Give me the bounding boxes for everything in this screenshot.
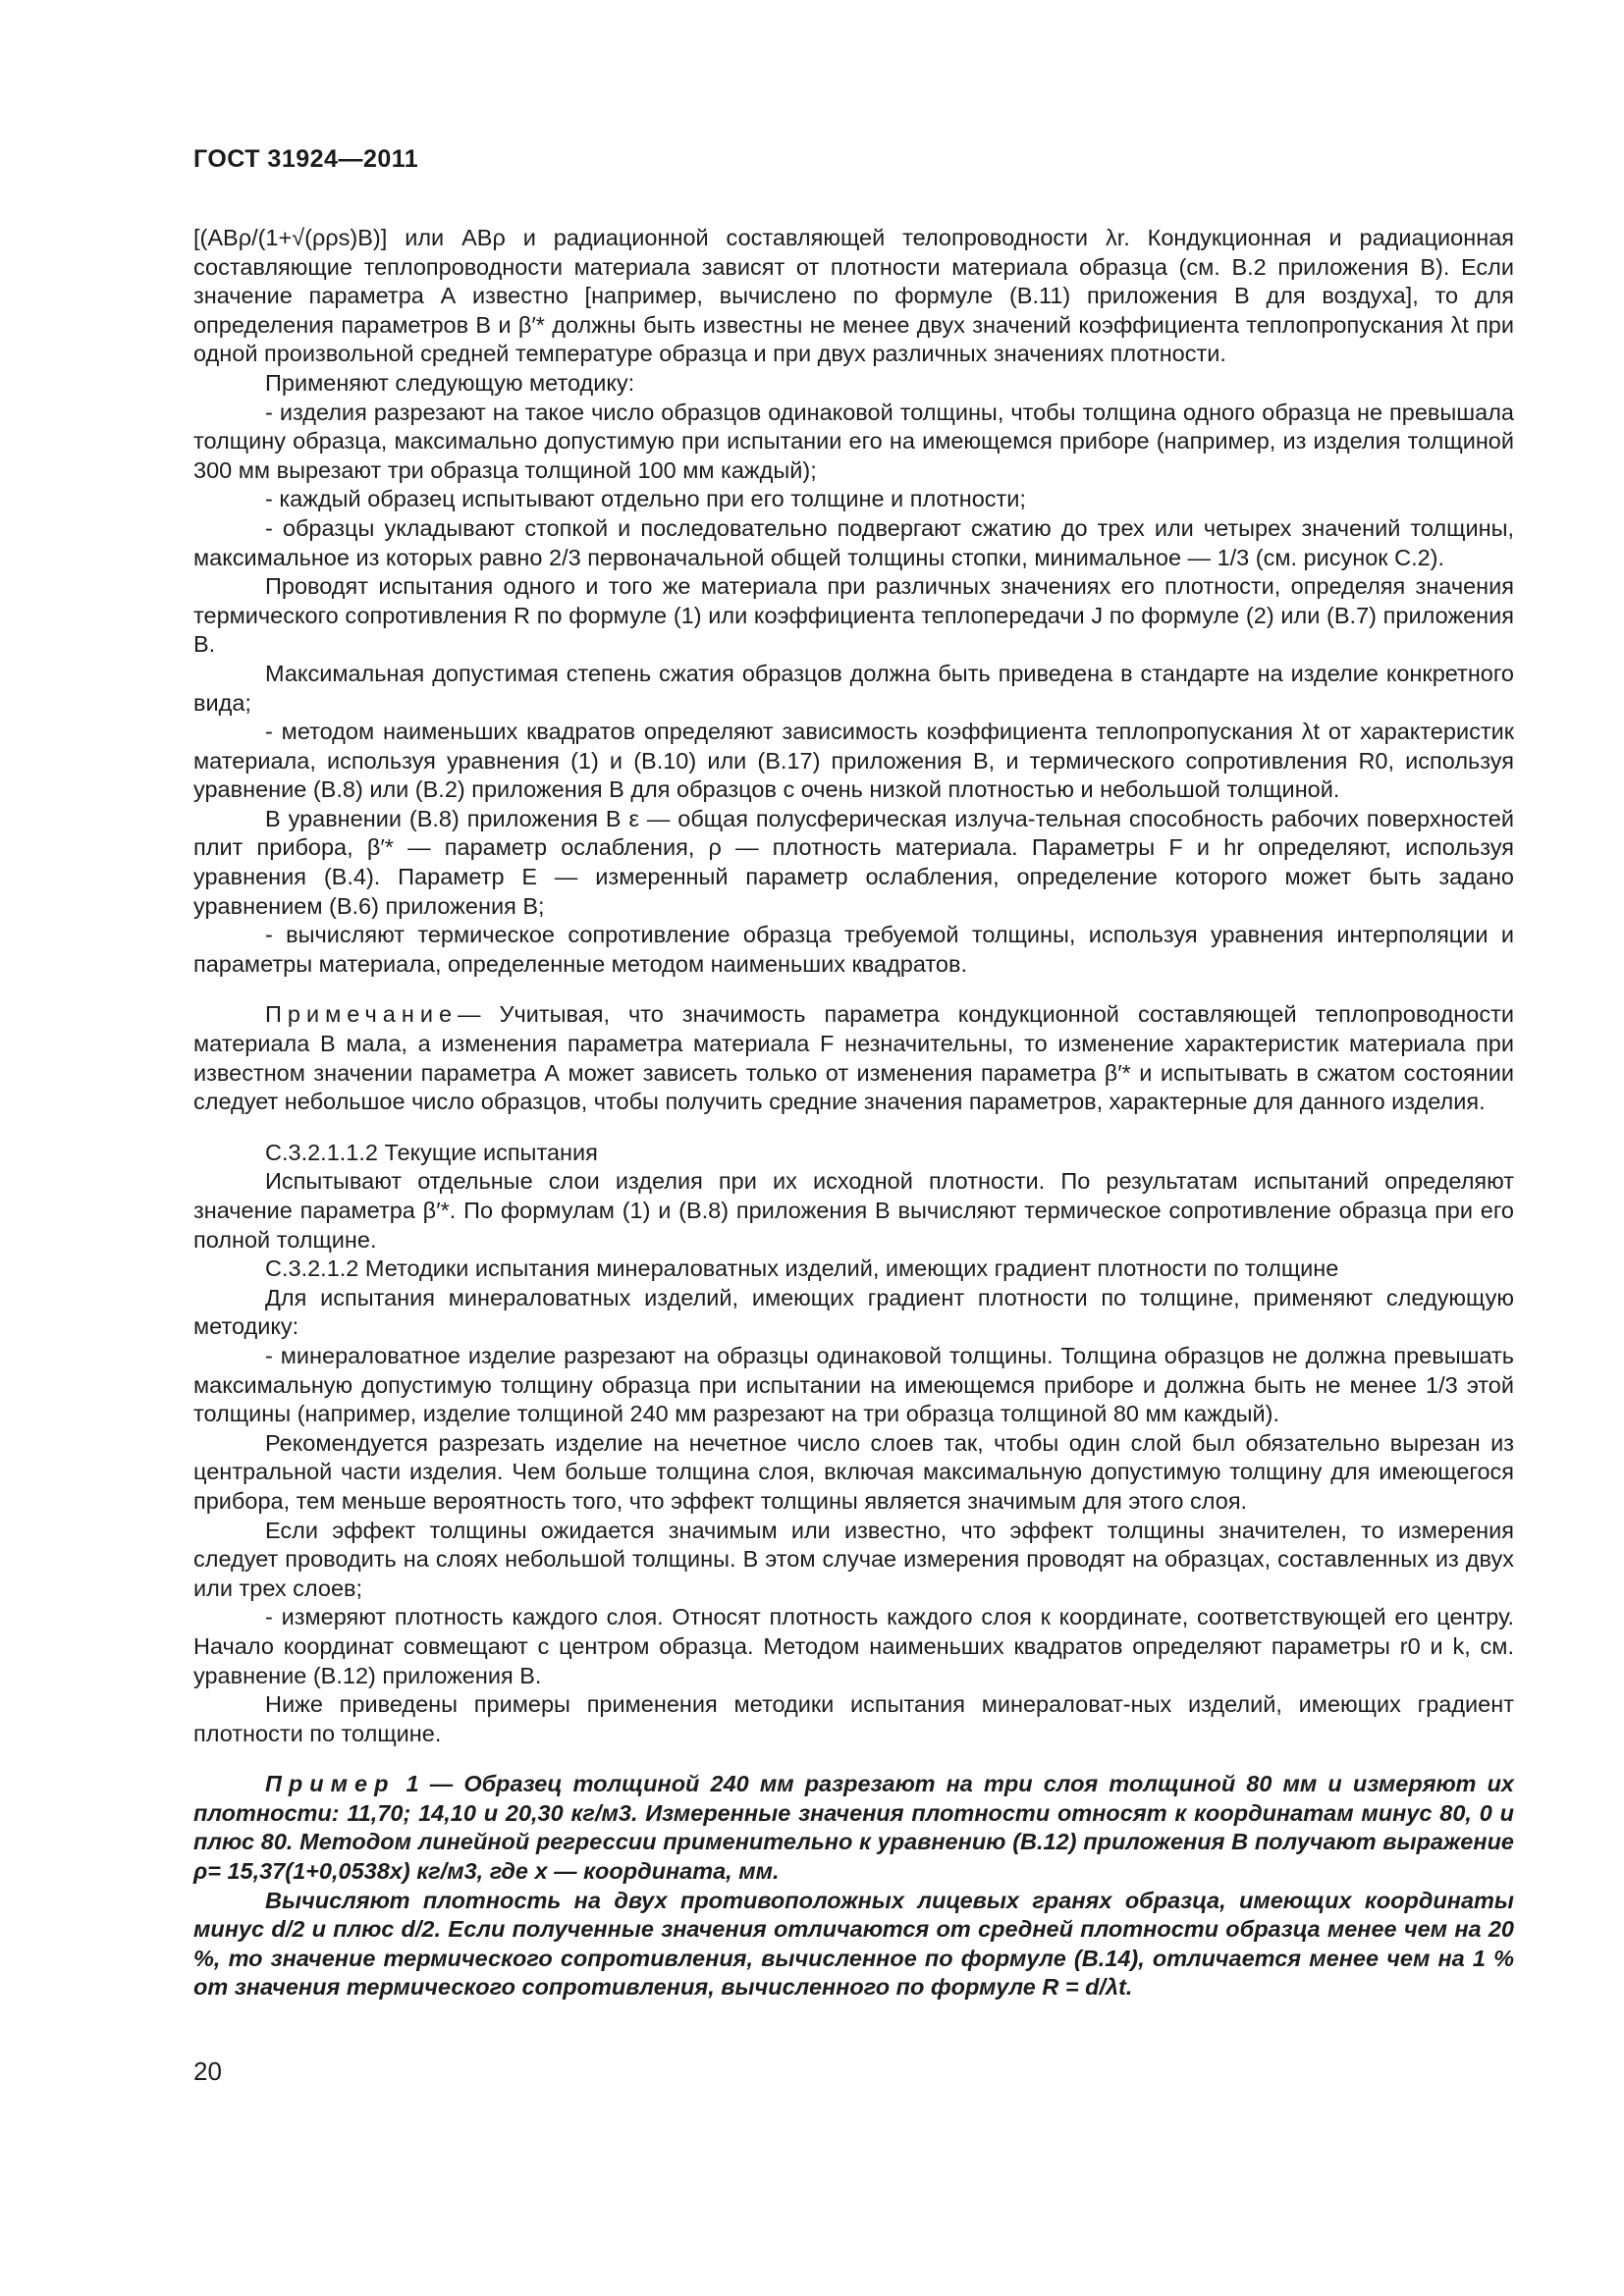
example bbox=[193, 1770, 1514, 1886]
paragraph: Максимальная допустимая степень сжатия образцов должна быть приведена в стандарте на изделие конкретного вида; bbox=[193, 660, 1514, 716]
example-continuation: Вычисляют плотность на двух противоположных лицевых гранях образца, имеющих координаты минус d/2 и плюс d/2. Если полученные значения отличаются от средней плотности образца менее чем на 20 %, то значение термического сопротивления, вычисленное по формуле (В.14), отличается менее чем на 1 % от значения термического сопротивления, вычисленного по формуле R = d/λt. bbox=[193, 1887, 1514, 2001]
example-label: Пример bbox=[265, 1771, 396, 1797]
paragraph: Испытывают отдельные слои изделия при их исходной плотности. По результатам испытаний определяют значение параметра β′*. По формулам (1) и (В.8) приложения В вычисляют термическое сопротивление образца при его полной толщине. bbox=[193, 1168, 1514, 1253]
paragraph: В уравнении (В.8) приложения В ε — общая полусферическая излуча-тельная способность рабочих поверхностей плит прибора, β′* — параметр ослабления, ρ — плотность материала. Параметры F и hr определяют, используя уравнения (В.4). Параметр E — измеренный параметр ослабления, определение которого может быть задано уравнением (В.6) приложения В; bbox=[193, 805, 1514, 919]
list-item: - вычисляют термическое сопротивление образца требуемой толщины, используя уравнения интерполяции и параметры материала, определенные методом наименьших квадратов. bbox=[193, 922, 1514, 977]
paragraph bbox=[193, 224, 1514, 369]
list-item: - изделия разрезают на такое число образцов одинаковой толщины, чтобы толщина одного образца не превышала толщину образца, максимально допустимую при испытании его на имеющемся приборе (например, из изделия толщиной 300 мм вырезают три образца толщиной 100 мм каждый); bbox=[193, 399, 1514, 483]
list-item: - методом наименьших квадратов определяют зависимость коэффициента теплопропускания λt от характеристик материала, используя уравнения (1) и (В.10) или (В.17) приложения В, и термического сопротивления R0, используя уравнение (В.8) или (В.2) приложения В для образцов с очень низкой плотностью и небольшой толщиной. bbox=[193, 719, 1514, 803]
paragraph: Для испытания минераловатных изделий, имеющих градиент плотности по толщине, применяют следующую методику: bbox=[193, 1284, 1514, 1340]
section-heading: С.3.2.1.1.2 Текущие испытания bbox=[265, 1139, 598, 1165]
paragraph-text: или ABρ и радиационной составляющей телопроводности λr. Кондукционная и радиационная составляющие теплопроводности материала зависят от плотности материала образца (см. В.2 приложения В). Если значение параметра А известно [например, вычислено по формуле (В.11) приложения В для воздуха], то для определения параметров В и β′* должны быть известны не менее двух значений коэффициента теплопропускания λt при одной произвольной средней температуре образца и при двух различных значениях плотности. bbox=[193, 225, 1514, 367]
section-heading: С.3.2.1.2 Методики испытания минераловатных изделий, имеющих градиент плотности по толщине bbox=[265, 1255, 1339, 1282]
note-text: — Учитывая, что значимость параметра кондукционной составляющей теплопроводности материала B мала, а изменения параметра материала F незначительны, то изменение характеристик материала при известном значении параметра А может зависеть только от изменения параметра β′* и испытывать в сжатом состоянии следует небольшое число образцов, чтобы получить средние значения параметров, характерные для данного изделия. bbox=[193, 1001, 1514, 1115]
note-label: Примечание bbox=[265, 1001, 459, 1028]
page-header: ГОСТ 31924—2011 bbox=[193, 145, 419, 173]
formula: [(ABρ/(1+√(ρρs)B)] bbox=[193, 225, 388, 250]
example-text: 1 — Образец толщиной 240 мм разрезают на три слоя толщиной 80 мм и измеряют их плотности: 11,70; 14,10 и 20,30 кг/м3. Измеренные значения плотности относят к координатам минус 80, 0 и плюс 80. Методом линейной регрессии применительно к уравнению (В.12) приложения В получают выражение ρ= 15,37(1+0,0538x) кг/м3, где х — координата, мм. bbox=[193, 1771, 1514, 1885]
list-item: - измеряют плотность каждого слоя. Относят плотность каждого слоя к координате, соответствующей его центру. Начало координат совмещают с центром образца. Методом наименьших квадратов определяют параметры r0 и k, см. уравнение (В.12) приложения В. bbox=[193, 1604, 1514, 1688]
list-item: - образцы укладывают стопкой и последовательно подвергают сжатию до трех или четырех значений толщины, максимальное из которых равно 2/3 первоначальной общей толщины стопки, минимальное — 1/3 (см. рисунок С.2). bbox=[193, 514, 1514, 570]
note bbox=[193, 1000, 1514, 1116]
paragraph: Ниже приведены примеры применения методики испытания минераловат-ных изделий, имеющих градиент плотности по толщине. bbox=[193, 1691, 1514, 1746]
list-item: - минераловатное изделие разрезают на образцы одинаковой толщины. Толщина образцов не должна превышать максимальную допустимую толщину образца при испытании на имеющемся приборе и должна быть не менее 1/3 этой толщины (например, изделие толщиной 240 мм разрезают на три образца толщиной 80 мм каждый). bbox=[193, 1342, 1514, 1427]
document-body bbox=[193, 224, 1514, 2002]
paragraph: Если эффект толщины ожидается значимым или известно, что эффект толщины значителен, то измерения следует проводить на слоях небольшой толщины. В этом случае измерения проводят на образцах, составленных из двух или трех слоев; bbox=[193, 1517, 1514, 1601]
page-number: 20 bbox=[193, 2056, 222, 2086]
example-block bbox=[193, 1770, 1514, 2002]
list-item: - каждый образец испытывают отдельно при его толщине и плотности; bbox=[265, 486, 1026, 512]
paragraph: Применяют следующую методику: bbox=[265, 369, 635, 396]
paragraph: Проводят испытания одного и того же материала при различных значениях его плотности, определяя значения термического сопротивления R по формуле (1) или коэффициента теплопередачи J по формуле (2) или (В.7) приложения В. bbox=[193, 573, 1514, 658]
paragraph: Рекомендуется разрезать изделие на нечетное число слоев так, чтобы один слой был обязательно вырезан из центральной части изделия. Чем больше толщина слоя, включая максимальную допустимую толщину для имеющегося прибора, тем меньше вероятность того, что эффект толщины является значимым для этого слоя. bbox=[193, 1429, 1514, 1514]
